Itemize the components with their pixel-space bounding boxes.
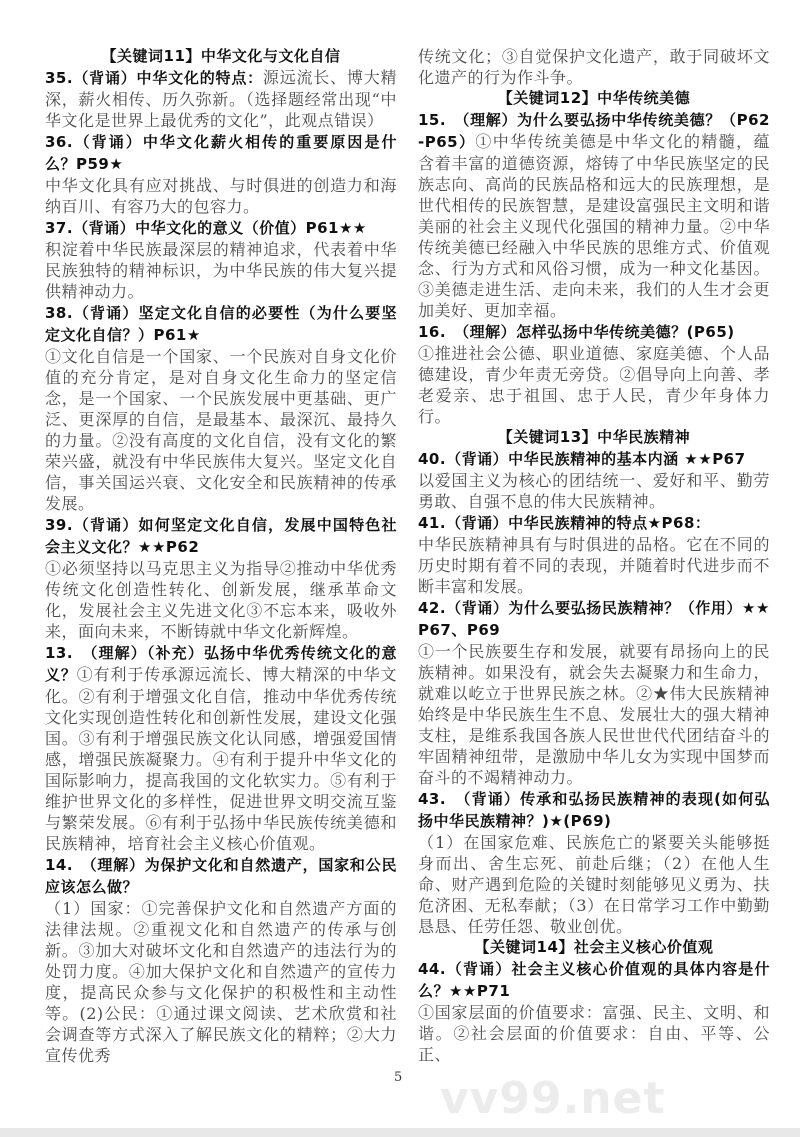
answer-text [45, 898, 397, 1066]
answer-body: ①有利于传承源远流长、博大精深的中华文化。②有利于增强文化自信，推动中华优秀传统文化实现创造性转化和创新性发展，建设文化强国。③有利于增强民族文化认同感，增强爱国情感，增强民族凝聚力。④有利于提升中华文化的国际影响力，提高我国的文化软实力。⑤有利于维护世界文化的多样性，促进世界文明交流互鉴与繁荣发展。⑥有利于弘扬中华民族传统美德和民族精神，培育社会主义核心价值观。 [45, 665, 397, 853]
question-title: 15. （理解）为什么要弘扬中华传统美德？（P62-P65） [418, 111, 770, 151]
answer-body: （1）在国家危难、民族危亡的紧要关头能够挺身而出、舍生忘死、前赴后继；（2）在他人生命、财产遇到危险的关键时刻能够见义勇为、扶危济困、无私奉献；（3）在日常学习工作中勤勤恳恳、任劳任怨、敬业创优。 [418, 833, 770, 936]
answer-body: （1）国家：①完善保护文化和自然遗产方面的法律法规。②重视文化和自然遗产的传承与创新。③加大对破坏文化和自然遗产的违法行为的处罚力度。④加大保护文化和自然遗产的宣传力度，提高民众参与文化保护的积极性和主动性等。(2)公民：①通过课文阅读、艺术欣赏和社会调查等方式深入了解民族文化的精粹；②大力宣传优秀 [45, 899, 397, 1065]
answer-text [45, 175, 397, 217]
question-title: 37.（背诵）中华文化的意义（价值）P61★★ [45, 219, 367, 237]
left-column [45, 46, 397, 1066]
watermark: vv99.net [440, 1073, 666, 1124]
answer-text [418, 534, 770, 597]
question-item [45, 67, 397, 131]
question-title: 13. （理解）（补充）弘扬中华优秀传统文化的意义？ [45, 644, 397, 684]
section-heading: 【关键词14】社会主义核心价值观 [474, 938, 714, 956]
question-item [45, 514, 397, 558]
answer-body: 中华民族精神具有与时俱进的品格。它在不同的历史时期有着不同的表现，并随着时代进步而不断丰富和发展。 [418, 535, 770, 596]
answer-text [418, 832, 770, 937]
bottom-edge [0, 1128, 800, 1137]
question-title: 42.（背诵）为什么要弘扬民族精神？（作用）★★P67、P69 [418, 599, 770, 639]
answer-body: ①推进社会公德、职业道德、家庭美德、个人品德建设，青少年责无旁贷。②倡导向上向善、孝老爱亲、忠于祖国、忠于人民，青少年身体力行。 [418, 344, 770, 426]
question-title: 41.（背诵）中华民族精神的特点★P68： [418, 514, 711, 532]
question-item [418, 512, 770, 534]
answer-text [45, 346, 397, 514]
question-item [418, 788, 770, 832]
question-item [418, 448, 770, 470]
answer-text [45, 558, 397, 642]
question-item [45, 217, 397, 239]
question-item [418, 958, 770, 1002]
page-number: 5 [394, 1070, 403, 1085]
answer-text [418, 343, 770, 427]
answer-body: ①中华传统美德是中华文化的精髓，蕴含着丰富的道德资源，熔铸了中华民族坚定的民族志向、高尚的民族品格和远大的民族理想，是世代相传的民族智慧，是建设富强民主文明和谐美丽的社会主义现代化强国的精神力量。②中华传统美德已经融入中华民族的思维方式、价值观念、行为方式和风俗习惯，成为一种文化基因。③美德走进生活、走向未来，我们的人生才会更加美好、更加幸福。 [418, 132, 770, 320]
question-item [45, 854, 397, 898]
answer-text [45, 239, 397, 302]
answer-body: ①必须坚持以马克思主义为指导②推动中华优秀传统文化创造性转化、创新发展，继承革命文化，发展社会主义先进文化③不忘本来，吸收外来，面向未来，不断铸就中华文化新辉煌。 [45, 559, 397, 641]
question-title: 35.（背诵）中华文化的特点： [45, 69, 263, 87]
answer-text [418, 46, 770, 88]
answer-body: 源远流长、博大精深，薪火相传、历久弥新。（选择题经常出现“中华文化是世界上最优秀的文化”，此观点错误） [45, 68, 397, 130]
question-title: 44.（背诵）社会主义核心价值观的具体内容是什么？★★P71 [418, 960, 770, 1000]
section-heading: 【关键词13】中华民族精神 [497, 428, 691, 446]
question-title: 38.（背诵）坚定文化自信的必要性（为什么要坚定文化自信？）P61★ [45, 304, 397, 344]
answer-text [418, 641, 770, 788]
section-heading: 【关键词12】中华传统美德 [497, 89, 691, 107]
question-item [418, 321, 770, 343]
question-item [418, 597, 770, 641]
question-title: 16. （理解）怎样弘扬中华传统美德？(P65) [418, 323, 735, 341]
question-title: 43. （背诵）传承和弘扬民族精神的表现(如何弘扬中华民族精神？)★(P69) [418, 790, 770, 830]
question-item [45, 302, 397, 346]
answer-body: 中华文化具有应对挑战、与时俱进的创造力和海纳百川、有容乃大的包容力。 [45, 176, 397, 216]
question-title: 40.（背诵）中华民族精神的基本内涵 ★★P67 [418, 450, 746, 468]
answer-body: 传统文化；③自觉保护文化遗产，敢于同破坏文化遗产的行为作斗争。 [418, 47, 770, 87]
answer-body: 以爱国主义为核心的团结统一、爱好和平、勤劳勇敢、自强不息的伟大民族精神。 [418, 471, 770, 511]
question-title: 36.（背诵）中华文化薪火相传的重要原因是什么？P59★ [45, 133, 397, 173]
answer-body: ①一个民族要生存和发展，就要有昂扬向上的民族精神。如果没有，就会失去凝聚力和生命力，就难以屹立于世界民族之林。②★伟大民族精神始终是中华民族生生不息、发展壮大的强大精神支柱，是维系我国各族人民世世代代团结奋斗的牢固精神纽带，是激励中华儿女为实现中国梦而奋斗的不竭精神动力。 [418, 642, 770, 787]
answer-body: ①文化自信是一个国家、一个民族对自身文化价值的充分肯定，是对自身文化生命力的坚定信念，是一个国家、一个民族发展中更基础、更广泛、更深厚的自信，是最基本、最深沉、最持久的力量。②没有高度的文化自信，没有文化的繁荣兴盛，就没有中华民族伟大复兴。坚定文化自信，事关国运兴衰、文化安全和民族精神的传承发展。 [45, 347, 397, 513]
question-item [45, 131, 397, 175]
answer-text [418, 470, 770, 512]
question-title: 39.（背诵）如何坚定文化自信，发展中国特色社会主义文化？★★P62 [45, 516, 397, 556]
section-heading: 【关键词11】中华文化与文化自信 [101, 47, 341, 65]
question-item [45, 642, 397, 854]
answer-text [418, 1002, 770, 1065]
answer-body: ①国家层面的价值要求：富强、民主、文明、和谐。②社会层面的价值要求：自由、平等、公正、 [418, 1003, 770, 1064]
question-item [418, 109, 770, 321]
answer-body: 积淀着中华民族最深层的精神追求，代表着中华民族独特的精神标识，为中华民族的伟大复兴提供精神动力。 [45, 240, 397, 301]
right-column [418, 46, 770, 1065]
question-title: 14. （理解）为保护文化和自然遗产，国家和公民应该怎么做？ [45, 856, 397, 896]
